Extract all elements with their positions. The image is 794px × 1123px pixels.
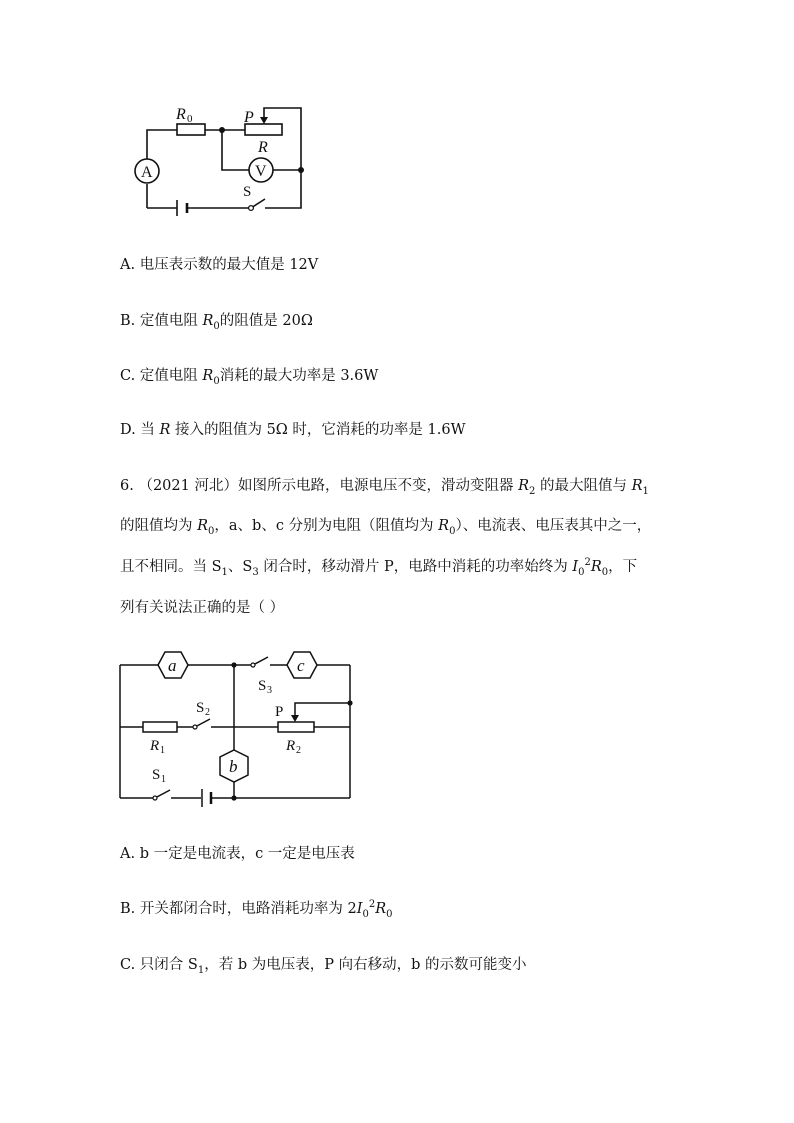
ammeter-label: A <box>141 164 153 181</box>
resistor-r2-label-sub: 2 <box>296 745 301 756</box>
meter-c-label: c <box>297 656 305 675</box>
switch-s1-label: S <box>152 767 161 783</box>
q6-stem-line-4: 列有关说法正确的是（ ） <box>120 600 285 616</box>
q5-option-d: D. 当 R 接入的阻值为 5Ω 时，它消耗的功率是 1.6W <box>120 422 466 438</box>
q6-stem-line-1: 6. （2021 河北）如图所示电路，电源电压不变，滑动变阻器 $R_2$ 的最大阻值与 $R_1$ <box>120 478 649 497</box>
resistor-r1-label-sub: 1 <box>160 745 165 756</box>
resistor-r-label: R <box>258 139 268 156</box>
resistor-r2-label: R <box>286 738 296 754</box>
resistor-r1-label: R <box>150 738 160 754</box>
q5-option-c: C. 定值电阻 $R_0$消耗的最大功率是 3.6W <box>120 368 379 387</box>
voltmeter-label: V <box>255 163 267 180</box>
junction-dot-right-slider <box>347 700 352 705</box>
slider-p-label-2: P <box>275 704 284 720</box>
q5-option-b: B. 定值电阻 $R_0$的阻值是 20Ω <box>120 313 313 332</box>
q6-stem-line-2: 的阻值均为 $R_0$，a、b、c 分别为电阻（阻值均为 $R_0$）、电流表、电压表其中之一， <box>120 518 652 537</box>
q5-option-a: A. 电压表示数的最大值是 12V <box>120 257 319 273</box>
junction-dot-top <box>219 127 225 133</box>
switch-s2-label-sub: 2 <box>205 707 210 718</box>
switch-s1-label-sub: 1 <box>161 774 166 785</box>
q6-option-a: A. b 一定是电流表，c 一定是电压表 <box>120 846 355 862</box>
switch-contact <box>249 206 254 211</box>
slider-arrow-icon-2 <box>291 715 299 722</box>
meter-a-label: a <box>168 656 177 675</box>
switch-s-label: S <box>243 184 252 200</box>
slider-arrow-icon <box>260 117 268 124</box>
switch-s2-label: S <box>196 700 205 716</box>
switch-s3-label: S <box>258 678 267 694</box>
switch-s3-contact <box>251 663 255 667</box>
junction-dot-right <box>298 167 304 173</box>
slider-p-label: P <box>244 109 254 126</box>
q6-option-b: B. 开关都闭合时，电路消耗功率为 $2I_0^2R_0$ <box>120 899 393 920</box>
circuit-diagram-1 <box>125 100 315 225</box>
switch-s3-label-sub: 3 <box>267 685 272 696</box>
switch-s1-contact <box>153 796 157 800</box>
r0-label-sub: 0 <box>187 113 193 125</box>
r0-label: R <box>176 106 186 123</box>
switch-s2-contact <box>193 725 197 729</box>
q6-stem-line-3: 且不相同。当 $S_1$、$S_3$ 闭合时，移动滑片 P，电路中消耗的功率始终为 $I_0^2R_0$，下 <box>120 557 638 578</box>
circuit-diagram-2 <box>115 645 360 810</box>
junction-dot-bottom-mid <box>231 795 236 800</box>
junction-dot-top-mid <box>231 662 236 667</box>
q6-option-c: C. 只闭合 $S_1$，若 b 为电压表，P 向右移动，b 的示数可能变小 <box>120 957 527 976</box>
meter-b-label: b <box>229 757 238 776</box>
